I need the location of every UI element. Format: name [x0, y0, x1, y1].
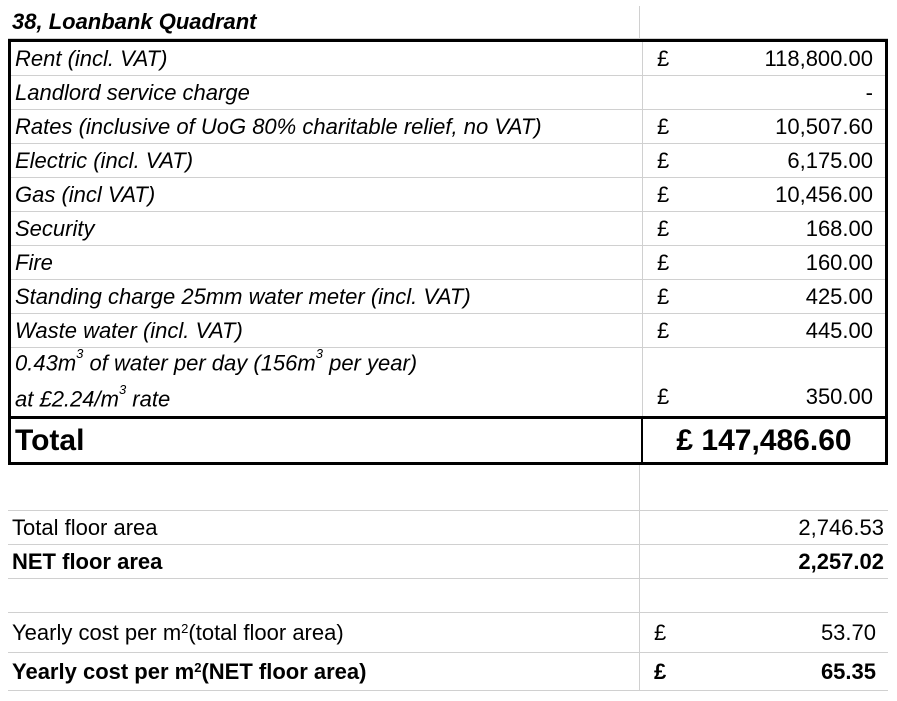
- yearly-cost-net-amount: 65.35: [820, 658, 876, 684]
- cost-item-amount: 160.00: [805, 249, 873, 275]
- cost-item-amount: 118,800.00: [764, 45, 873, 71]
- net-floor-area-value: 2,257.02: [798, 548, 884, 574]
- currency-symbol: £: [657, 317, 670, 343]
- empty-cell: [640, 579, 888, 612]
- cost-item-amount: 10,456.00: [775, 181, 873, 207]
- cost-item-row[interactable]: [11, 110, 885, 144]
- cost-item-amount-cell: [643, 110, 885, 143]
- cost-item-label: Waste water (incl. VAT): [11, 314, 643, 347]
- cost-item-amount-cell: [643, 178, 885, 211]
- yearly-cost-total-row[interactable]: [8, 613, 888, 653]
- yearly-cost-total-amount: 53.70: [820, 619, 876, 645]
- empty-cell: [8, 465, 640, 510]
- cost-item-amount-cell: [643, 144, 885, 177]
- cost-items-list: [11, 42, 885, 348]
- cost-item-amount: 10,507.60: [775, 113, 873, 139]
- empty-row[interactable]: [8, 465, 888, 511]
- cost-item-label: Security: [11, 212, 643, 245]
- cost-item-amount-cell: [643, 42, 885, 75]
- cost-item-amount-cell: [643, 212, 885, 245]
- empty-row[interactable]: [8, 579, 888, 613]
- cost-item-amount-cell: [643, 76, 885, 109]
- currency-symbol: £: [657, 249, 670, 275]
- cost-item-row[interactable]: [11, 178, 885, 212]
- currency-symbol: £: [657, 283, 670, 309]
- water-usage-row[interactable]: [11, 348, 885, 416]
- currency-symbol: £: [657, 384, 670, 409]
- total-floor-area-value: 2,746.53: [798, 514, 884, 540]
- currency-symbol: £: [657, 181, 670, 207]
- cost-item-row[interactable]: [11, 76, 885, 110]
- cost-item-label: Gas (incl VAT): [11, 178, 643, 211]
- sheet-title: 38, Loanbank Quadrant: [8, 6, 640, 38]
- cost-item-label: Fire: [11, 246, 643, 279]
- cost-item-row[interactable]: [11, 280, 885, 314]
- cost-item-label: Standing charge 25mm water meter (incl. VAT): [11, 280, 643, 313]
- cost-item-row[interactable]: [11, 314, 885, 348]
- cost-item-amount-cell: [643, 314, 885, 347]
- water-usage-line-2: at $£2.24/m^3$ rate: [15, 381, 171, 411]
- currency-symbol: £: [657, 113, 670, 139]
- currency-symbol: £: [654, 658, 667, 684]
- cost-item-label: Electric (incl. VAT): [11, 144, 643, 177]
- cost-item-amount: 445.00: [805, 317, 873, 343]
- net-floor-area-label: NET floor area: [8, 545, 640, 578]
- cost-items-block: [8, 39, 888, 465]
- water-usage-amount: 350.00: [805, 384, 873, 409]
- cost-item-amount-cell: [643, 280, 885, 313]
- yearly-cost-net-row[interactable]: [8, 653, 888, 691]
- currency-symbol: £: [657, 45, 670, 71]
- total-floor-area-row[interactable]: [8, 511, 888, 545]
- yearly-cost-total-label: Yearly cost per m $^2$ (total floor area): [8, 613, 640, 652]
- yearly-cost-net-label: Yearly cost per m $^2$ (NET floor area): [8, 653, 640, 690]
- currency-symbol: £: [654, 619, 667, 645]
- cost-item-amount: 425.00: [805, 283, 873, 309]
- cost-item-amount: 168.00: [805, 215, 873, 241]
- cost-sheet: [8, 6, 888, 691]
- cost-item-label: Rates (inclusive of UoG 80% charitable relief, no VAT): [11, 110, 643, 143]
- currency-symbol: £: [657, 147, 670, 173]
- empty-cell: [640, 465, 888, 510]
- title-row[interactable]: [8, 6, 888, 39]
- water-usage-label: [11, 348, 643, 416]
- cost-item-row[interactable]: [11, 144, 885, 178]
- cost-item-amount-cell: [643, 246, 885, 279]
- currency-symbol: £: [657, 215, 670, 241]
- total-floor-area-label: Total floor area: [8, 511, 640, 544]
- water-usage-amount-cell: [643, 348, 885, 416]
- net-floor-area-row[interactable]: [8, 545, 888, 579]
- cost-item-amount: 6,175.00: [787, 147, 873, 173]
- cost-item-row[interactable]: [11, 212, 885, 246]
- total-label: Total: [11, 419, 643, 462]
- title-empty-cell: [640, 6, 888, 38]
- cost-item-row[interactable]: [11, 246, 885, 280]
- total-amount: £ 147,486.60: [676, 423, 852, 457]
- water-usage-line-1: $0.43m^3$ of water per day ($156m^3$ per year): [15, 346, 418, 376]
- total-row[interactable]: [11, 416, 885, 462]
- cost-item-label: Rent (incl. VAT): [11, 42, 643, 75]
- cost-item-label: Landlord service charge: [11, 76, 643, 109]
- empty-cell: [8, 579, 640, 612]
- cost-item-row[interactable]: [11, 42, 885, 76]
- cost-item-amount: -: [865, 79, 873, 105]
